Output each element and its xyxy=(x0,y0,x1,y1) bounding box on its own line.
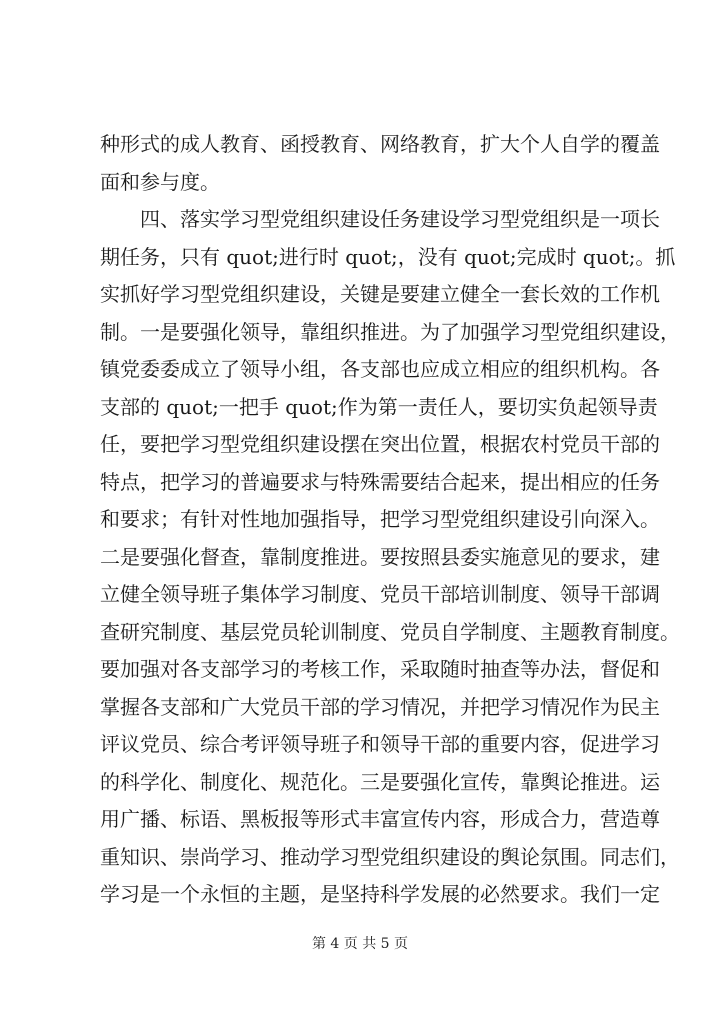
text-line: 评议党员、综合考评领导班子和领导干部的重要内容，促进学习 xyxy=(100,732,660,756)
text-line: 任，要把学习型党组织建设摆在突出位置，根据农村党员干部的 xyxy=(100,432,660,456)
text-line: 和要求；有针对性地加强指导，把学习型党组织建设引向深入。 xyxy=(100,507,660,531)
body-text xyxy=(100,126,680,914)
text-line: 二是要强化督查，靠制度推进。要按照县委实施意见的要求，建 xyxy=(100,544,660,569)
text-line: 用广播、标语、黑板报等形式丰富宣传内容，形成合力，营造尊 xyxy=(100,807,660,831)
text-line: 镇党委委成立了领导小组，各支部也应成立相应的组织机构。各 xyxy=(100,357,660,381)
text-line: 四、落实学习型党组织建设任务建设学习型党组织是一项长 xyxy=(100,207,660,231)
text-line: 学习是一个永恒的主题，是坚持科学发展的必然要求。我们一定 xyxy=(100,882,660,906)
text-line: 查研究制度、基层党员轮训制度、党员自学制度、主题教育制度。 xyxy=(100,619,680,644)
text-line: 种形式的成人教育、函授教育、网络教育，扩大个人自学的覆盖 xyxy=(100,132,660,156)
page-number-footer: 第 4 页 共 5 页 xyxy=(311,936,409,952)
text-line: 重知识、崇尚学习、推动学习型党组织建设的舆论氛围。同志们， xyxy=(100,844,680,869)
text-line: 面和参与度。 xyxy=(100,169,220,194)
text-line: 立健全领导班子集体学习制度、党员干部培训制度、领导干部调 xyxy=(100,582,660,606)
text-line: 支部的 quot;一把手 quot;作为第一责任人，要切实负起领导责 xyxy=(100,394,658,419)
text-line: 掌握各支部和广大党员干部的学习情况，并把学习情况作为民主 xyxy=(100,694,660,719)
text-line: 制。一是要强化领导，靠组织推进。为了加强学习型党组织建设， xyxy=(100,319,680,344)
text-line: 期任务，只有 quot;进行时 quot;，没有 quot;完成时 quot;。抓 xyxy=(100,244,676,269)
text-line: 特点，把学习的普遍要求与特殊需要结合起来，提出相应的任务 xyxy=(100,469,660,494)
text-line: 的科学化、制度化、规范化。三是要强化宣传，靠舆论推进。运 xyxy=(100,769,660,794)
text-line: 实抓好学习型党组织建设，关键是要建立健全一套长效的工作机 xyxy=(100,282,660,306)
text-line: 要加强对各支部学习的考核工作，采取随时抽查等办法，督促和 xyxy=(100,657,660,681)
